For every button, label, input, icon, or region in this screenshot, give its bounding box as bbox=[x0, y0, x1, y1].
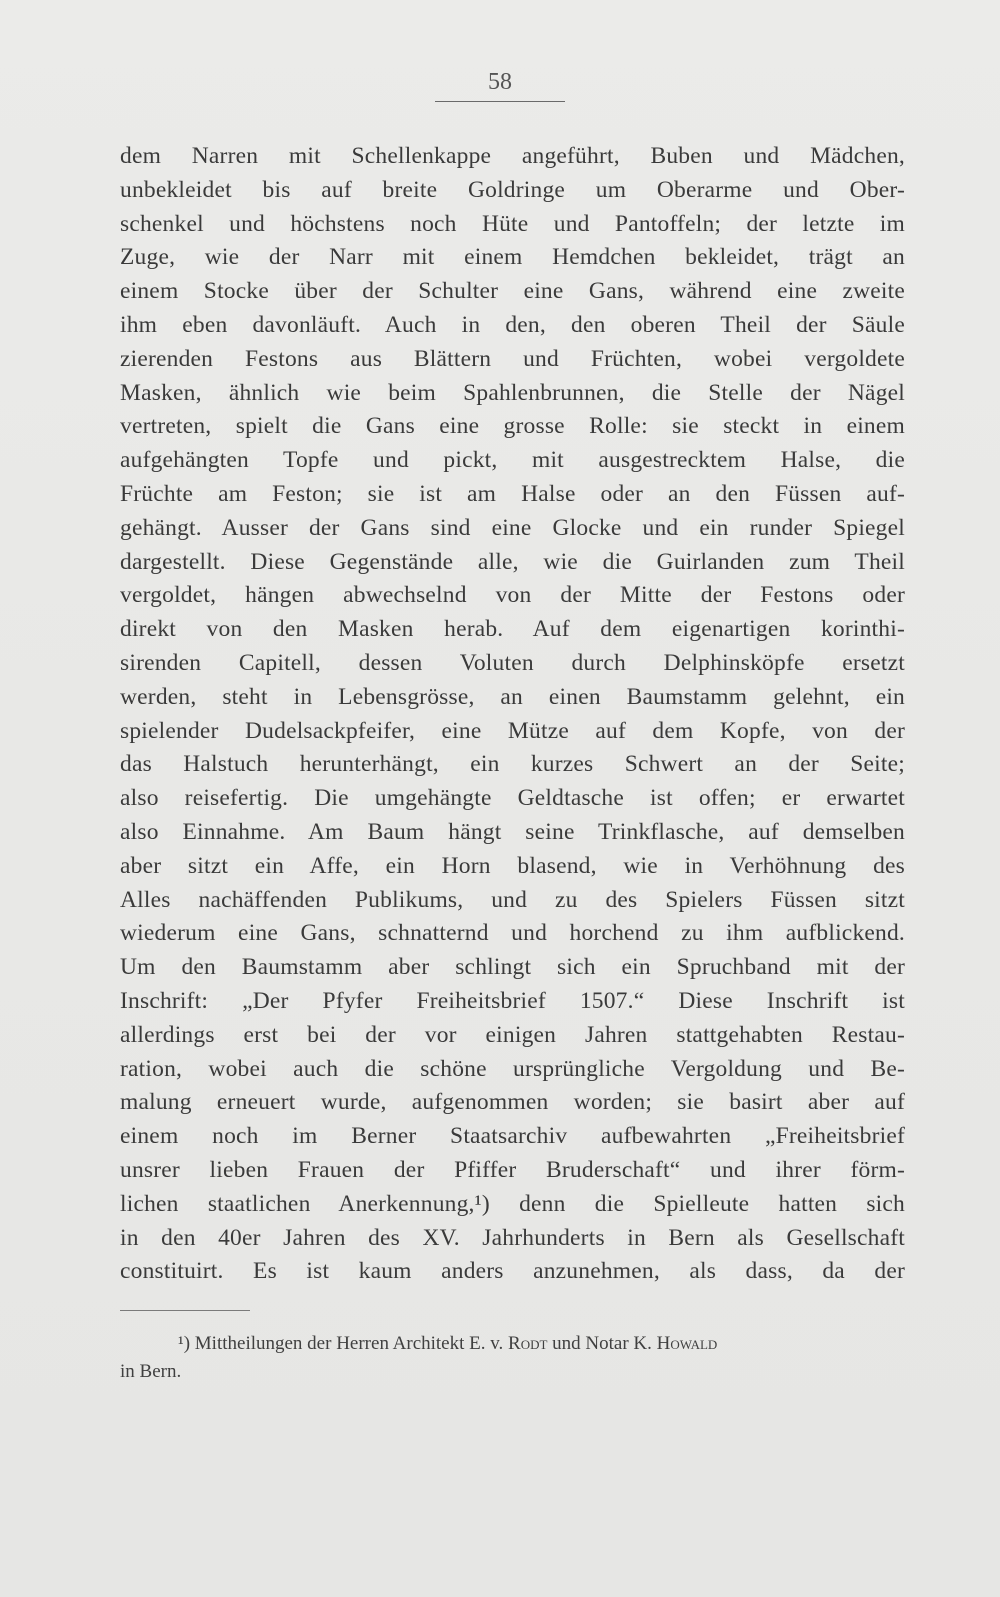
text-line: unsrer lieben Frauen der Pfiffer Bruderschaft“ und ihrer förm- bbox=[120, 1156, 905, 1183]
text-line: allerdings erst bei der vor einigen Jahren stattgehabten Restau- bbox=[120, 1021, 905, 1048]
text-line: also Einnahme. Am Baum hängt seine Trinkflasche, auf demselben bbox=[120, 818, 905, 845]
text-line: in den 40er Jahren des XV. Jahrhunderts in Bern als Gesellschaft bbox=[120, 1224, 905, 1251]
footnote-text: Mittheilungen der Herren Architekt E. v. bbox=[190, 1333, 509, 1354]
text-line: malung erneuert wurde, aufgenommen worden; sie basirt aber auf bbox=[120, 1089, 905, 1116]
text-line: aufgehängten Topfe und pickt, mit ausgestrecktem Halse, die bbox=[120, 447, 905, 474]
text-line: Alles nachäffenden Publikums, und zu des Spielers Füssen sitzt bbox=[120, 886, 905, 913]
text-line: zierenden Festons aus Blättern und Früchten, wobei vergoldete bbox=[120, 345, 905, 372]
text-line: einem noch im Berner Staatsarchiv aufbewahrten „Freiheitsbrief bbox=[120, 1123, 905, 1150]
text-line: Zuge, wie der Narr mit einem Hemdchen bekleidet, trägt an bbox=[120, 244, 905, 271]
text-line: ration, wobei auch die schöne ursprüngliche Vergoldung und Be- bbox=[120, 1055, 905, 1082]
text-line: also reisefertig. Die umgehängte Geldtasche ist offen; er erwartet bbox=[120, 785, 905, 812]
text-line: Inschrift: „Der Pfyfer Freiheitsbrief 1507.“ Diese Inschrift ist bbox=[120, 987, 905, 1014]
page-number: 58 bbox=[488, 69, 512, 95]
header-rule bbox=[435, 101, 565, 102]
text-line: constituirt. Es ist kaum anders anzunehmen, als dass, da der bbox=[120, 1258, 905, 1285]
footnote-marker: ¹) bbox=[178, 1333, 191, 1354]
text-line: dargestellt. Diese Gegenstände alle, wie die Guirlanden zum Theil bbox=[120, 548, 905, 575]
text-line: direkt von den Masken herab. Auf dem eigenartigen korinthi- bbox=[120, 616, 905, 643]
text-line: Früchte am Feston; sie ist am Halse oder an den Füssen auf- bbox=[120, 480, 905, 507]
text-line: ihm eben davonläuft. Auch in den, den oberen Theil der Säule bbox=[120, 311, 905, 338]
text-line: gehängt. Ausser der Gans sind eine Glocke und ein runder Spiegel bbox=[120, 514, 905, 541]
text-line: Masken, ähnlich wie beim Spahlenbrunnen, die Stelle der Nägel bbox=[120, 379, 905, 406]
text-line: sirenden Capitell, dessen Voluten durch Delphinsköpfe ersetzt bbox=[120, 649, 905, 676]
text-line: werden, steht in Lebensgrösse, an einen Baumstamm gelehnt, ein bbox=[120, 683, 905, 710]
text-line: wiederum eine Gans, schnatternd und horchend zu ihm aufblickend. bbox=[120, 920, 905, 947]
text-line: aber sitzt ein Affe, ein Horn blasend, wie in Verhöhnung des bbox=[120, 852, 905, 879]
text-line: vergoldet, hängen abwechselnd von der Mitte der Festons oder bbox=[120, 582, 905, 609]
footnote-name: Howald bbox=[656, 1333, 718, 1354]
text-line: das Halstuch herunterhängt, ein kurzes Schwert an der Seite; bbox=[120, 751, 905, 778]
footnotes bbox=[120, 1330, 905, 1386]
text-line: vertreten, spielt die Gans eine grosse Rolle: sie steckt in einem bbox=[120, 413, 905, 440]
text-line: dem Narren mit Schellenkappe angeführt, Buben und Mädchen, bbox=[120, 143, 905, 169]
footnote-text: und Notar K. bbox=[547, 1333, 657, 1354]
footnote-line: in Bern. bbox=[120, 1361, 182, 1382]
body-text bbox=[120, 140, 905, 1289]
text-line: unbekleidet bis auf breite Goldringe um Oberarme und Ober- bbox=[120, 176, 905, 203]
text-line: spielender Dudelsackpfeifer, eine Mütze auf dem Kopfe, von der bbox=[120, 717, 905, 744]
text-line: Um den Baumstamm aber schlingt sich ein Spruchband mit der bbox=[120, 954, 905, 981]
footnote-name: Rodt bbox=[508, 1333, 548, 1354]
text-line: lichen staatlichen Anerkennung,¹) denn die Spielleute hatten sich bbox=[120, 1190, 905, 1217]
footnote-rule bbox=[120, 1310, 250, 1311]
text-line: einem Stocke über der Schulter eine Gans, während eine zweite bbox=[120, 278, 905, 305]
footnote-line bbox=[120, 1330, 905, 1358]
text-line: schenkel und höchstens noch Hüte und Pantoffeln; der letzte im bbox=[120, 210, 905, 237]
